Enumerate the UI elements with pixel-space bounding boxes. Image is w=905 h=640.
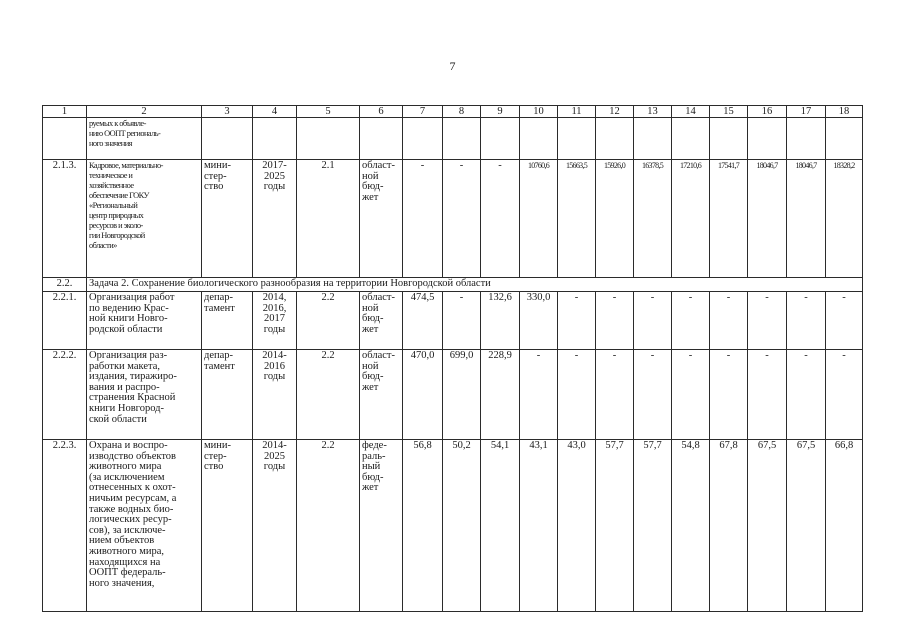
column-header: 6 <box>360 106 403 118</box>
task-row <box>43 278 863 292</box>
column-header: 12 <box>596 106 634 118</box>
funding-value: 18046,7 <box>787 160 826 278</box>
funding-value: - <box>481 160 520 278</box>
funding-value: 228,9 <box>481 350 520 440</box>
target-ref: 2.2 <box>297 292 360 350</box>
table-row <box>43 118 863 160</box>
funding-value: 54,1 <box>481 440 520 612</box>
row-number: 2.2.1. <box>43 292 87 350</box>
funding-value: 57,7 <box>634 440 672 612</box>
funding-value: - <box>520 350 558 440</box>
funding-value: - <box>826 350 863 440</box>
funding-value: - <box>826 292 863 350</box>
program-table <box>42 105 863 612</box>
funding-value: 54,8 <box>672 440 710 612</box>
activity-name: руемых к объявле- нию ООПТ региональ- ного значения <box>87 118 202 160</box>
column-header: 7 <box>403 106 443 118</box>
funding-value: - <box>710 292 748 350</box>
column-header: 13 <box>634 106 672 118</box>
activity-name: Организация раз- работки макета, издания, тиражиро- вания и распро- странения Красной книги Новгород- ской области <box>87 350 202 440</box>
funding-value: 43,1 <box>520 440 558 612</box>
funding-value: - <box>787 350 826 440</box>
table-row <box>43 440 863 612</box>
column-header: 4 <box>253 106 297 118</box>
funding-value: - <box>558 350 596 440</box>
target-ref: 2.1 <box>297 160 360 278</box>
funding-value: 17541,7 <box>710 160 748 278</box>
header-row <box>43 106 863 118</box>
funding-value: 67,5 <box>787 440 826 612</box>
years: 2014- 2016 годы <box>253 350 297 440</box>
table-row <box>43 350 863 440</box>
funding-value: - <box>596 292 634 350</box>
column-header: 16 <box>748 106 787 118</box>
column-header: 1 <box>43 106 87 118</box>
row-number: 2.1.3. <box>43 160 87 278</box>
funding-value: 474,5 <box>403 292 443 350</box>
funding-value: - <box>748 292 787 350</box>
activity-name: Охрана и воспро- изводство объектов животного мира (за исключением отнесенных к охот- ничьим ресурсам, а также водных био- логических ресур- сов), за исключе- нием объектов животного мира, находящихся на ООПТ федераль- ного значения, <box>87 440 202 612</box>
funding-value: 18328,2 <box>826 160 863 278</box>
funding-value: - <box>443 292 481 350</box>
table-row <box>43 292 863 350</box>
table-body <box>43 106 863 612</box>
funding-value: - <box>748 350 787 440</box>
table-row <box>43 160 863 278</box>
column-header: 15 <box>710 106 748 118</box>
column-header: 5 <box>297 106 360 118</box>
funding-source: област- ной бюд- жет <box>360 292 403 350</box>
funding-value: 56,8 <box>403 440 443 612</box>
funding-value: 66,8 <box>826 440 863 612</box>
funding-value: - <box>634 350 672 440</box>
years: 2014- 2025 годы <box>253 440 297 612</box>
funding-value: - <box>787 292 826 350</box>
column-header: 9 <box>481 106 520 118</box>
funding-source: област- ной бюд- жет <box>360 160 403 278</box>
funding-value: - <box>558 292 596 350</box>
funding-value: 15663,5 <box>558 160 596 278</box>
years: 2017- 2025 годы <box>253 160 297 278</box>
column-header: 14 <box>672 106 710 118</box>
column-header: 11 <box>558 106 596 118</box>
column-header: 17 <box>787 106 826 118</box>
funding-value: - <box>443 160 481 278</box>
column-header: 3 <box>202 106 253 118</box>
target-ref: 2.2 <box>297 350 360 440</box>
target-ref: 2.2 <box>297 440 360 612</box>
executor: депар- тамент <box>202 350 253 440</box>
funding-value: - <box>596 350 634 440</box>
funding-value: 16378,5 <box>634 160 672 278</box>
task-number: 2.2. <box>43 278 87 292</box>
funding-value: - <box>403 160 443 278</box>
funding-value: 67,8 <box>710 440 748 612</box>
activity-name: Кадровое, материально- техническое и хозяйственное обеспечение ГОКУ «Региональный центр природных ресурсов и эколо- гии Новгородской области» <box>87 160 202 278</box>
column-header: 18 <box>826 106 863 118</box>
funding-value: - <box>710 350 748 440</box>
funding-value: 699,0 <box>443 350 481 440</box>
page-number: 7 <box>449 59 456 73</box>
funding-value: 57,7 <box>596 440 634 612</box>
funding-value: 43,0 <box>558 440 596 612</box>
years: 2014, 2016, 2017 годы <box>253 292 297 350</box>
funding-value: - <box>672 350 710 440</box>
column-header: 10 <box>520 106 558 118</box>
column-header: 2 <box>87 106 202 118</box>
funding-value: 17210,6 <box>672 160 710 278</box>
executor: депар- тамент <box>202 292 253 350</box>
funding-value: 132,6 <box>481 292 520 350</box>
row-number <box>43 118 87 160</box>
column-header: 8 <box>443 106 481 118</box>
row-number: 2.2.2. <box>43 350 87 440</box>
executor: мини- стер- ство <box>202 160 253 278</box>
funding-value: 470,0 <box>403 350 443 440</box>
funding-value: 10760,6 <box>520 160 558 278</box>
executor: мини- стер- ство <box>202 440 253 612</box>
funding-value: 330,0 <box>520 292 558 350</box>
funding-value: 50,2 <box>443 440 481 612</box>
task-title: Задача 2. Сохранение биологического разнообразия на территории Новгородской области <box>87 278 863 292</box>
funding-value: 15926,0 <box>596 160 634 278</box>
row-number: 2.2.3. <box>43 440 87 612</box>
funding-source: област- ной бюд- жет <box>360 350 403 440</box>
funding-value: 18046,7 <box>748 160 787 278</box>
funding-value: - <box>672 292 710 350</box>
funding-source: феде- раль- ный бюд- жет <box>360 440 403 612</box>
funding-value: 67,5 <box>748 440 787 612</box>
funding-value: - <box>634 292 672 350</box>
activity-name: Организация работ по ведению Крас- ной книги Новго- родской области <box>87 292 202 350</box>
